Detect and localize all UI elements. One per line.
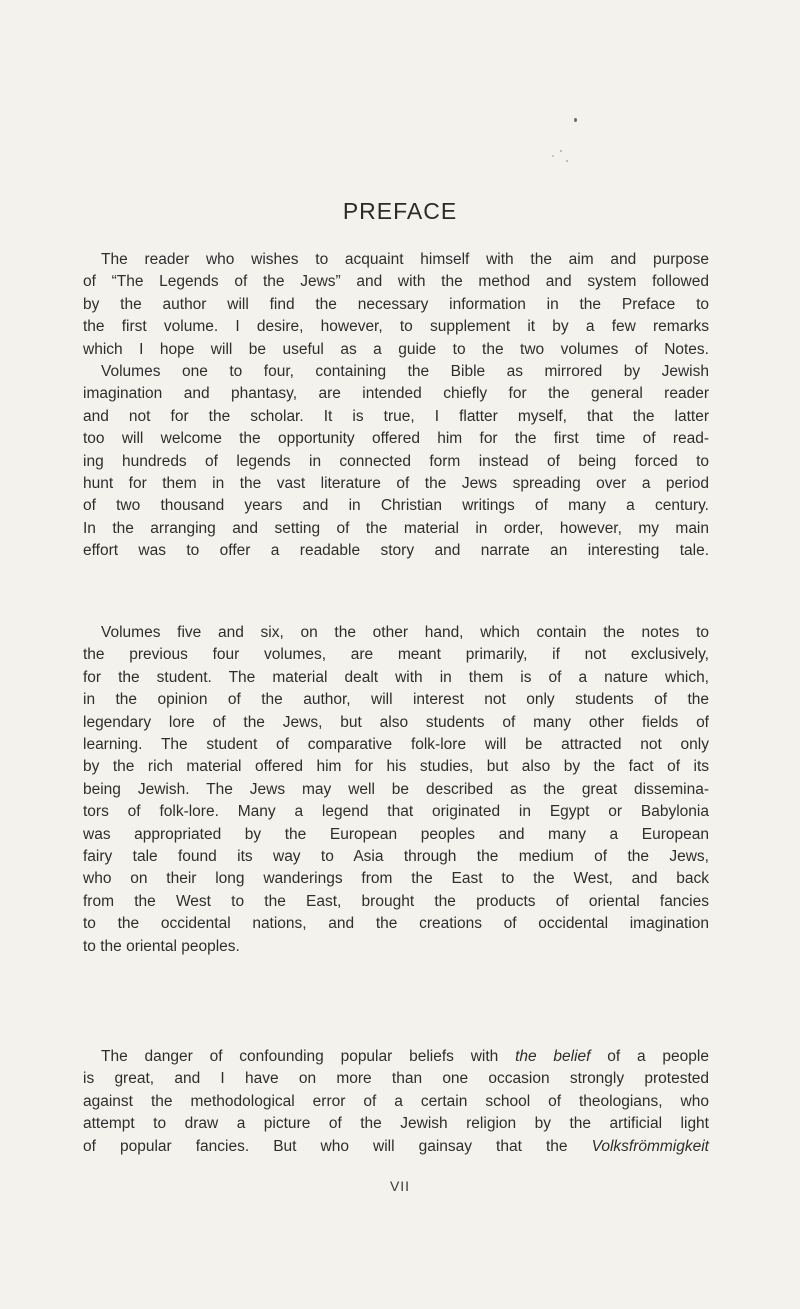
print-speck (552, 155, 554, 157)
text-line: by the author will find the necessary information in the Preface to (83, 295, 709, 313)
text-line: to the oriental peoples. (83, 937, 240, 955)
text-line: ing hundreds of legends in connected form instead of being forced to (83, 452, 709, 470)
text-line: from the West to the East, brought the products of oriental fancies (83, 892, 709, 910)
print-speck (560, 150, 562, 152)
text-segment: of a people (590, 1048, 709, 1065)
text-line: In the arranging and setting of the material in order, however, my main (83, 519, 709, 537)
text-line: The reader who wishes to acquaint himself with the aim and purpose (101, 251, 709, 268)
text-line (83, 1046, 709, 1068)
text-line: the first volume. I desire, however, to supplement it by a few remarks (83, 318, 709, 336)
print-speck (566, 160, 568, 162)
paragraph-2 (83, 622, 709, 958)
text-segment: The danger of confounding popular beliefs with (101, 1048, 516, 1065)
text-line: Volumes five and six, on the other hand, which contain the notes to (101, 624, 709, 641)
text-line: and not for the scholar. It is true, I flatter myself, that the latter (83, 407, 709, 425)
text-line: was appropriated by the European peoples and many a European (83, 825, 709, 843)
paragraph-1 (83, 249, 709, 563)
text-line (83, 1136, 709, 1158)
text-line: the previous four volumes, are meant primarily, if not exclusively, (83, 646, 709, 664)
text-line: against the methodological error of a certain school of theologians, who (83, 1092, 709, 1110)
text-line: imagination and phantasy, are intended chiefly for the general reader (83, 385, 709, 403)
text-line: of two thousand years and in Christian writings of many a century. (83, 497, 709, 515)
text-line: who on their long wanderings from the East to the West, and back (83, 870, 709, 888)
text-line: Volumes one to four, containing the Bible as mirrored by Jewish (101, 363, 709, 381)
text-line: effort was to offer a readable story and narrate an interesting tale. (83, 542, 709, 560)
text-line: of “The Legends of the Jews” and with the method and system followed (83, 273, 709, 291)
text-line: which I hope will be useful as a guide to the two volumes of Notes. (83, 340, 709, 358)
text-line: in the opinion of the author, will interest not only students of the (83, 691, 709, 709)
print-speck (574, 118, 577, 122)
text-line: tors of folk-lore. Many a legend that originated in Egypt or Babylonia (83, 803, 709, 821)
italic-phrase: Volksfrömmigkeit (591, 1137, 709, 1155)
text-line: legendary lore of the Jews, but also students of many other fields of (83, 713, 709, 731)
page-title: PREFACE (342, 198, 458, 224)
paragraph-3 (83, 1046, 709, 1158)
text-line: hunt for them in the vast literature of the Jews spreading over a period (83, 475, 709, 493)
text-line: learning. The student of comparative folk-lore will be attracted not only (83, 736, 709, 754)
text-line: to the occidental nations, and the creations of occidental imagination (83, 915, 709, 933)
text-line: fairy tale found its way to Asia through the medium of the Jews, (83, 848, 709, 866)
text-line: is great, and I have on more than one occasion strongly protested (83, 1070, 709, 1088)
text-line: by the rich material offered him for his studies, but also by the fact of its (83, 758, 709, 776)
italic-phrase: the belief (515, 1048, 591, 1065)
text-line: for the student. The material dealt with in them is of a nature which, (83, 668, 709, 686)
text-line: attempt to draw a picture of the Jewish religion by the artificial light (83, 1115, 709, 1133)
text-line: too will welcome the opportunity offered him for the first time of read- (83, 430, 709, 448)
text-segment: of popular fancies. But who will gainsay that the (83, 1137, 592, 1155)
text-line: being Jewish. The Jews may well be described as the great dissemina- (83, 780, 709, 798)
page-number: VII (389, 1178, 411, 1194)
